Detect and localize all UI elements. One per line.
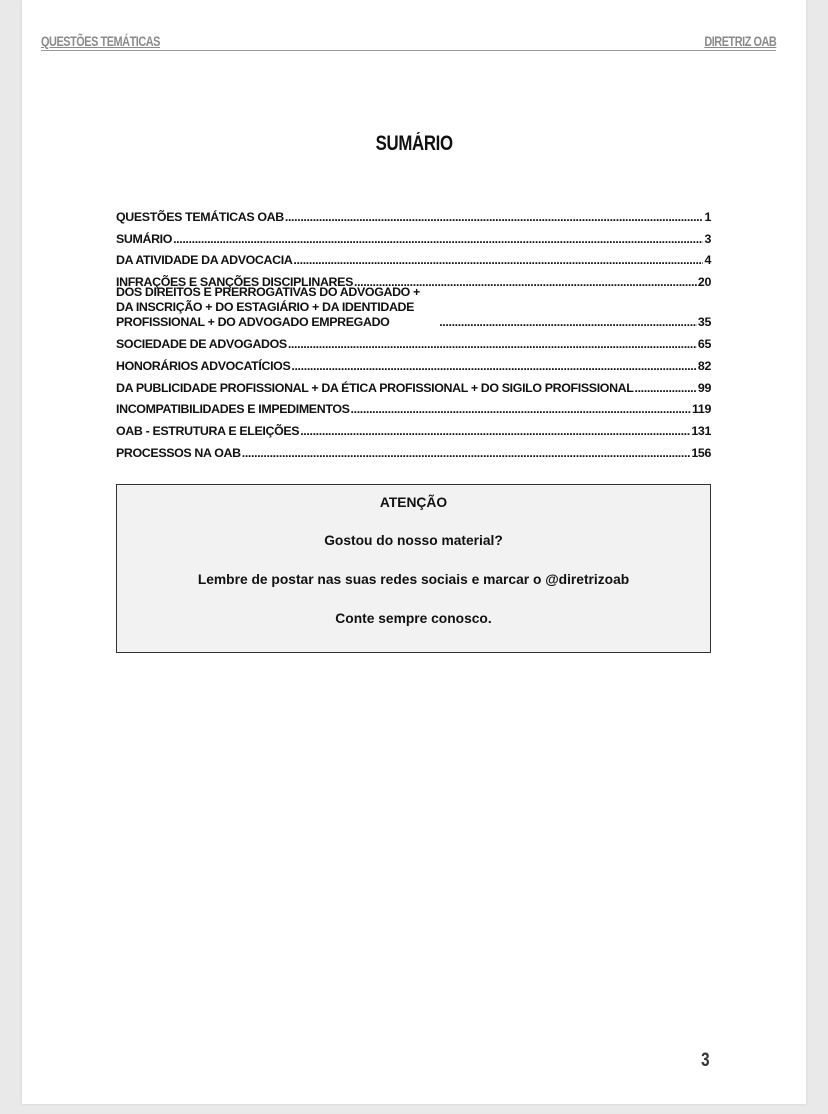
toc-leader — [288, 337, 697, 352]
toc-entry-page: 3 — [704, 231, 711, 246]
toc-entry-label: DA ATIVIDADE DA ADVOCACIA — [116, 253, 293, 268]
toc-entry-page: 99 — [697, 380, 711, 395]
toc-entry[interactable] — [116, 285, 711, 330]
toc-leader — [173, 232, 703, 247]
notice-box — [116, 484, 711, 653]
toc-leader — [242, 446, 691, 461]
toc-leader — [351, 402, 692, 417]
toc-entry-page: 156 — [691, 445, 711, 460]
toc-entry-page: 4 — [704, 253, 711, 268]
toc-entry-page: 20 — [697, 275, 711, 290]
toc-entry-label: DOS DIREITOS E PRERROGATIVAS DO ADVOGADO + DA INSCRIÇÃO + DO ESTAGIÁRIO + DA IDENTIDADE PROFISSIONAL + DO ADVOGADO EMPREGADO — [116, 285, 420, 330]
toc-entry[interactable] — [116, 225, 711, 247]
notice-question: Gostou do nosso material? — [324, 533, 503, 548]
notice-social-prompt: Lembre de postar nas suas redes sociais e marcar o @diretrizoab — [197, 572, 630, 587]
toc-leader — [439, 315, 697, 330]
toc-entry[interactable] — [116, 247, 711, 269]
toc-entry-page: 131 — [691, 424, 711, 439]
toc-entry-page: 119 — [692, 402, 711, 417]
toc-entry-page: 65 — [697, 336, 711, 351]
toc-entry-page: 82 — [697, 358, 711, 373]
toc-leader — [635, 381, 697, 396]
header-left-title: QUESTÕES TEMÁTICAS — [41, 33, 160, 49]
toc-entry-label: SOCIEDADE DE ADVOGADOS — [116, 336, 287, 351]
toc-entry[interactable] — [116, 203, 711, 225]
toc-entry-label: INFRAÇÕES E SANÇÕES DISCIPLINARES — [116, 275, 353, 290]
page-title: SUMÁRIO — [375, 132, 453, 155]
toc-entry[interactable] — [116, 374, 711, 396]
table-of-contents — [116, 203, 711, 461]
document-page — [22, 0, 806, 1104]
toc-entry-label: SUMÁRIO — [116, 231, 173, 246]
toc-leader — [291, 359, 697, 374]
toc-entry-page: 35 — [697, 315, 711, 330]
toc-entry-label: OAB - ESTRUTURA E ELEIÇÕES — [116, 424, 300, 439]
page-number: 3 — [701, 1050, 710, 1071]
toc-leader — [285, 210, 704, 225]
toc-entry[interactable] — [116, 330, 711, 352]
notice-closing: Conte sempre conosco. — [335, 611, 492, 626]
toc-entry[interactable] — [116, 417, 711, 439]
toc-entry-label: HONORÁRIOS ADVOCATÍCIOS — [116, 358, 291, 373]
toc-leader — [300, 424, 690, 439]
toc-entry-label: PROCESSOS NA OAB — [116, 445, 241, 460]
toc-entry[interactable] — [116, 396, 711, 418]
toc-entry[interactable] — [116, 439, 711, 461]
header-divider — [41, 50, 776, 51]
toc-entry-label: QUESTÕES TEMÁTICAS OAB — [116, 209, 284, 224]
notice-heading: ATENÇÃO — [379, 495, 448, 510]
toc-entry-label: DA PUBLICIDADE PROFISSIONAL + DA ÉTICA PROFISSIONAL + DO SIGILO PROFISSIONAL — [116, 380, 634, 395]
toc-leader — [293, 253, 703, 268]
toc-entry-label: INCOMPATIBILIDADES E IMPEDIMENTOS — [116, 402, 350, 417]
header-right-title: DIRETRIZ OAB — [703, 33, 776, 49]
toc-entry-page: 1 — [704, 209, 711, 224]
toc-entry[interactable] — [116, 352, 711, 374]
